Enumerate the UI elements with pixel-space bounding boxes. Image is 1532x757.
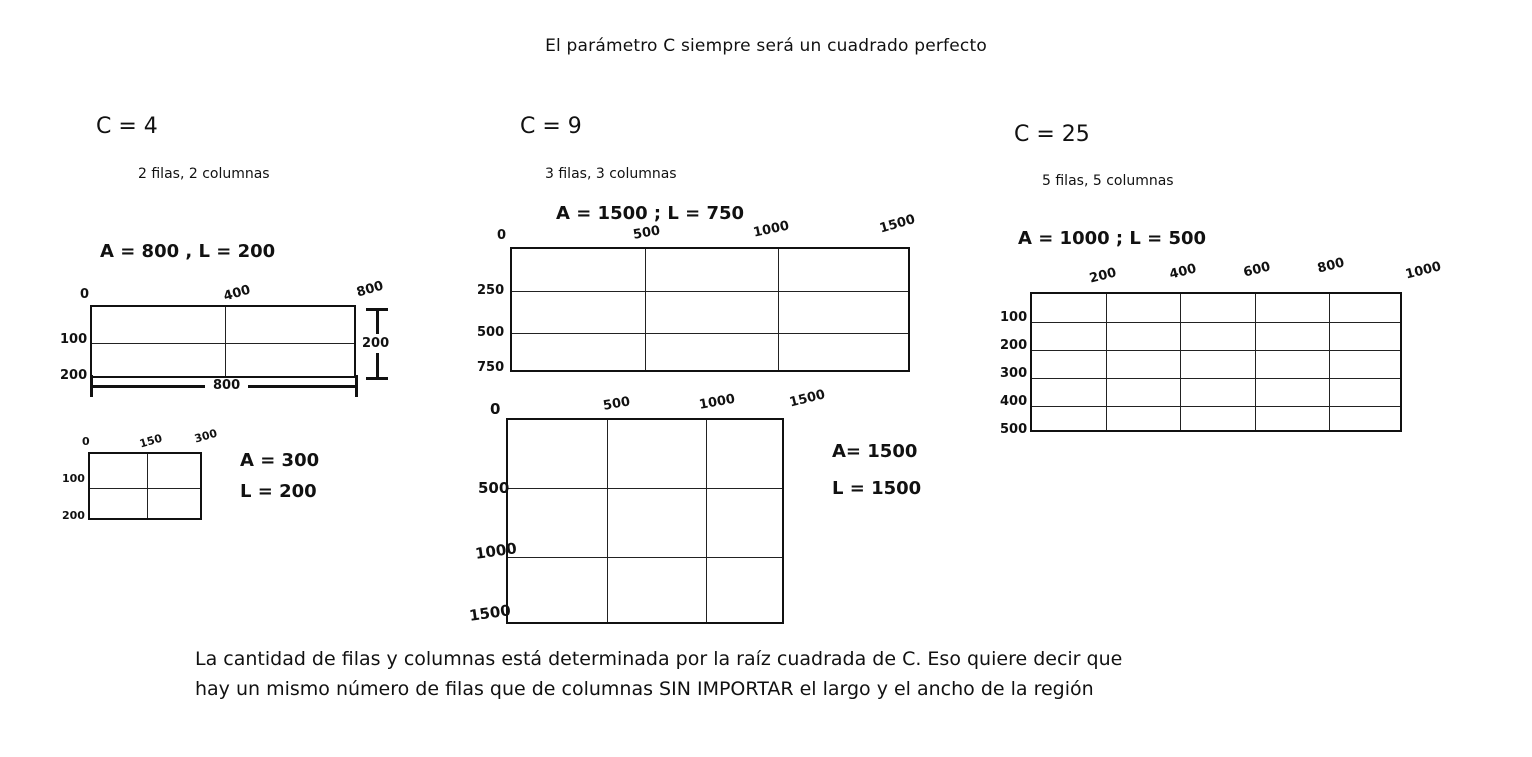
tick-top-2: 1000 — [698, 391, 737, 413]
grid-line-horizontal — [92, 343, 354, 344]
grid-line-horizontal — [508, 488, 782, 489]
grid-line-horizontal — [512, 333, 908, 334]
grid-line-vertical — [1329, 294, 1330, 430]
dims-label-c25-d1: A = 1000 ; L = 500 — [1018, 228, 1207, 249]
tick-top-0: 0 — [80, 287, 90, 302]
tick-left-1: 500 — [477, 325, 505, 340]
dims-label-l-c4-d2: L = 200 — [240, 481, 317, 502]
dimension-label-height: 200 — [362, 336, 390, 351]
grid-line-vertical — [1255, 294, 1256, 430]
grid-c9-d2 — [506, 418, 784, 624]
dimension-cap-left — [90, 375, 93, 397]
dims-label-a-c4-d2: A = 300 — [240, 450, 320, 471]
tick-top-3: 800 — [1316, 255, 1346, 277]
tick-top-3: 1500 — [788, 387, 827, 411]
tick-top-3: 1500 — [878, 212, 917, 237]
grid-line-vertical — [706, 420, 707, 622]
example-label-c4: C = 4 — [96, 114, 158, 139]
grid-line-vertical — [1180, 294, 1181, 430]
tick-top-2: 800 — [355, 278, 386, 301]
tick-left-3: 400 — [1000, 394, 1028, 409]
dimension-cap-top — [366, 308, 388, 311]
grid-line-vertical — [147, 454, 148, 518]
grid-c4-d1 — [90, 305, 356, 378]
tick-top-4: 1000 — [1404, 259, 1443, 283]
dims-label-c9-d1-text: A = 1500 ; L = 750 — [556, 203, 745, 224]
example-rowscols-c25: 5 filas, 5 columnas — [1042, 173, 1174, 189]
grid-line-vertical — [225, 307, 226, 376]
dimension-cap-right — [355, 375, 358, 397]
page-title: El parámetro C siempre será un cuadrado perfecto — [545, 36, 987, 56]
grid-line-vertical — [645, 249, 646, 370]
tick-top-1: 150 — [138, 431, 164, 451]
grid-line-horizontal — [1032, 322, 1400, 323]
tick-top-0: 0 — [82, 435, 90, 448]
grid-c4-d2 — [88, 452, 202, 520]
footer-text — [195, 644, 1355, 704]
tick-left-0: 100 — [62, 472, 85, 485]
grid-line-horizontal — [1032, 350, 1400, 351]
grid-line-vertical — [607, 420, 608, 622]
grid-line-vertical — [1106, 294, 1107, 430]
tick-left-1: 200 — [62, 509, 85, 522]
dims-label-a-c9-d2: A= 1500 — [832, 441, 918, 462]
dims-label-c4-d1: A = 800 , L = 200 — [100, 241, 276, 262]
tick-top-2: 1000 — [752, 218, 791, 241]
tick-left-0: 100 — [60, 332, 88, 347]
tick-left-1: 1000 — [474, 539, 518, 563]
grid-c25-d1 — [1030, 292, 1402, 432]
tick-left-0: 100 — [1000, 310, 1028, 325]
example-label-c25: C = 25 — [1014, 122, 1090, 147]
tick-top-1: 400 — [222, 282, 253, 305]
tick-top-2: 600 — [1242, 259, 1272, 281]
tick-top-1: 500 — [632, 223, 662, 243]
grid-line-horizontal — [90, 488, 200, 489]
tick-left-2: 300 — [1000, 366, 1028, 381]
tick-top-0: 0 — [497, 228, 507, 243]
tick-left-1: 200 — [60, 368, 88, 383]
tick-left-2: 1500 — [468, 601, 512, 625]
grid-line-horizontal — [1032, 378, 1400, 379]
footer-line-1: La cantidad de filas y columnas está determinada por la raíz cuadrada de C. Eso quiere decir que — [195, 648, 1123, 670]
tick-left-1: 200 — [1000, 338, 1028, 353]
tick-left-2: 750 — [477, 360, 505, 375]
tick-top-2: 300 — [193, 426, 219, 446]
grid-line-vertical — [778, 249, 779, 370]
example-rowscols-c4: 2 filas, 2 columnas — [138, 166, 270, 182]
tick-top-1: 500 — [602, 394, 632, 414]
tick-left-0: 250 — [477, 283, 505, 298]
grid-line-horizontal — [1032, 406, 1400, 407]
dimension-cap-bottom — [366, 377, 388, 380]
grid-line-horizontal — [508, 557, 782, 558]
example-rowscols-c9: 3 filas, 3 columnas — [545, 166, 677, 182]
tick-top-1: 400 — [1168, 261, 1198, 283]
dimension-label-width: 800 — [205, 378, 248, 393]
tick-left-4: 500 — [1000, 422, 1028, 437]
tick-top-0: 200 — [1088, 265, 1118, 287]
grid-line-horizontal — [512, 291, 908, 292]
tick-top-0: 0 — [490, 400, 501, 418]
example-label-c9: C = 9 — [520, 114, 582, 139]
footer-line-2: hay un mismo número de filas que de columnas SIN IMPORTAR el largo y el ancho de la región — [195, 678, 1094, 700]
dims-label-l-c9-d2: L = 1500 — [832, 478, 922, 499]
tick-left-0: 500 — [478, 479, 510, 497]
grid-c9-d1 — [510, 247, 910, 372]
